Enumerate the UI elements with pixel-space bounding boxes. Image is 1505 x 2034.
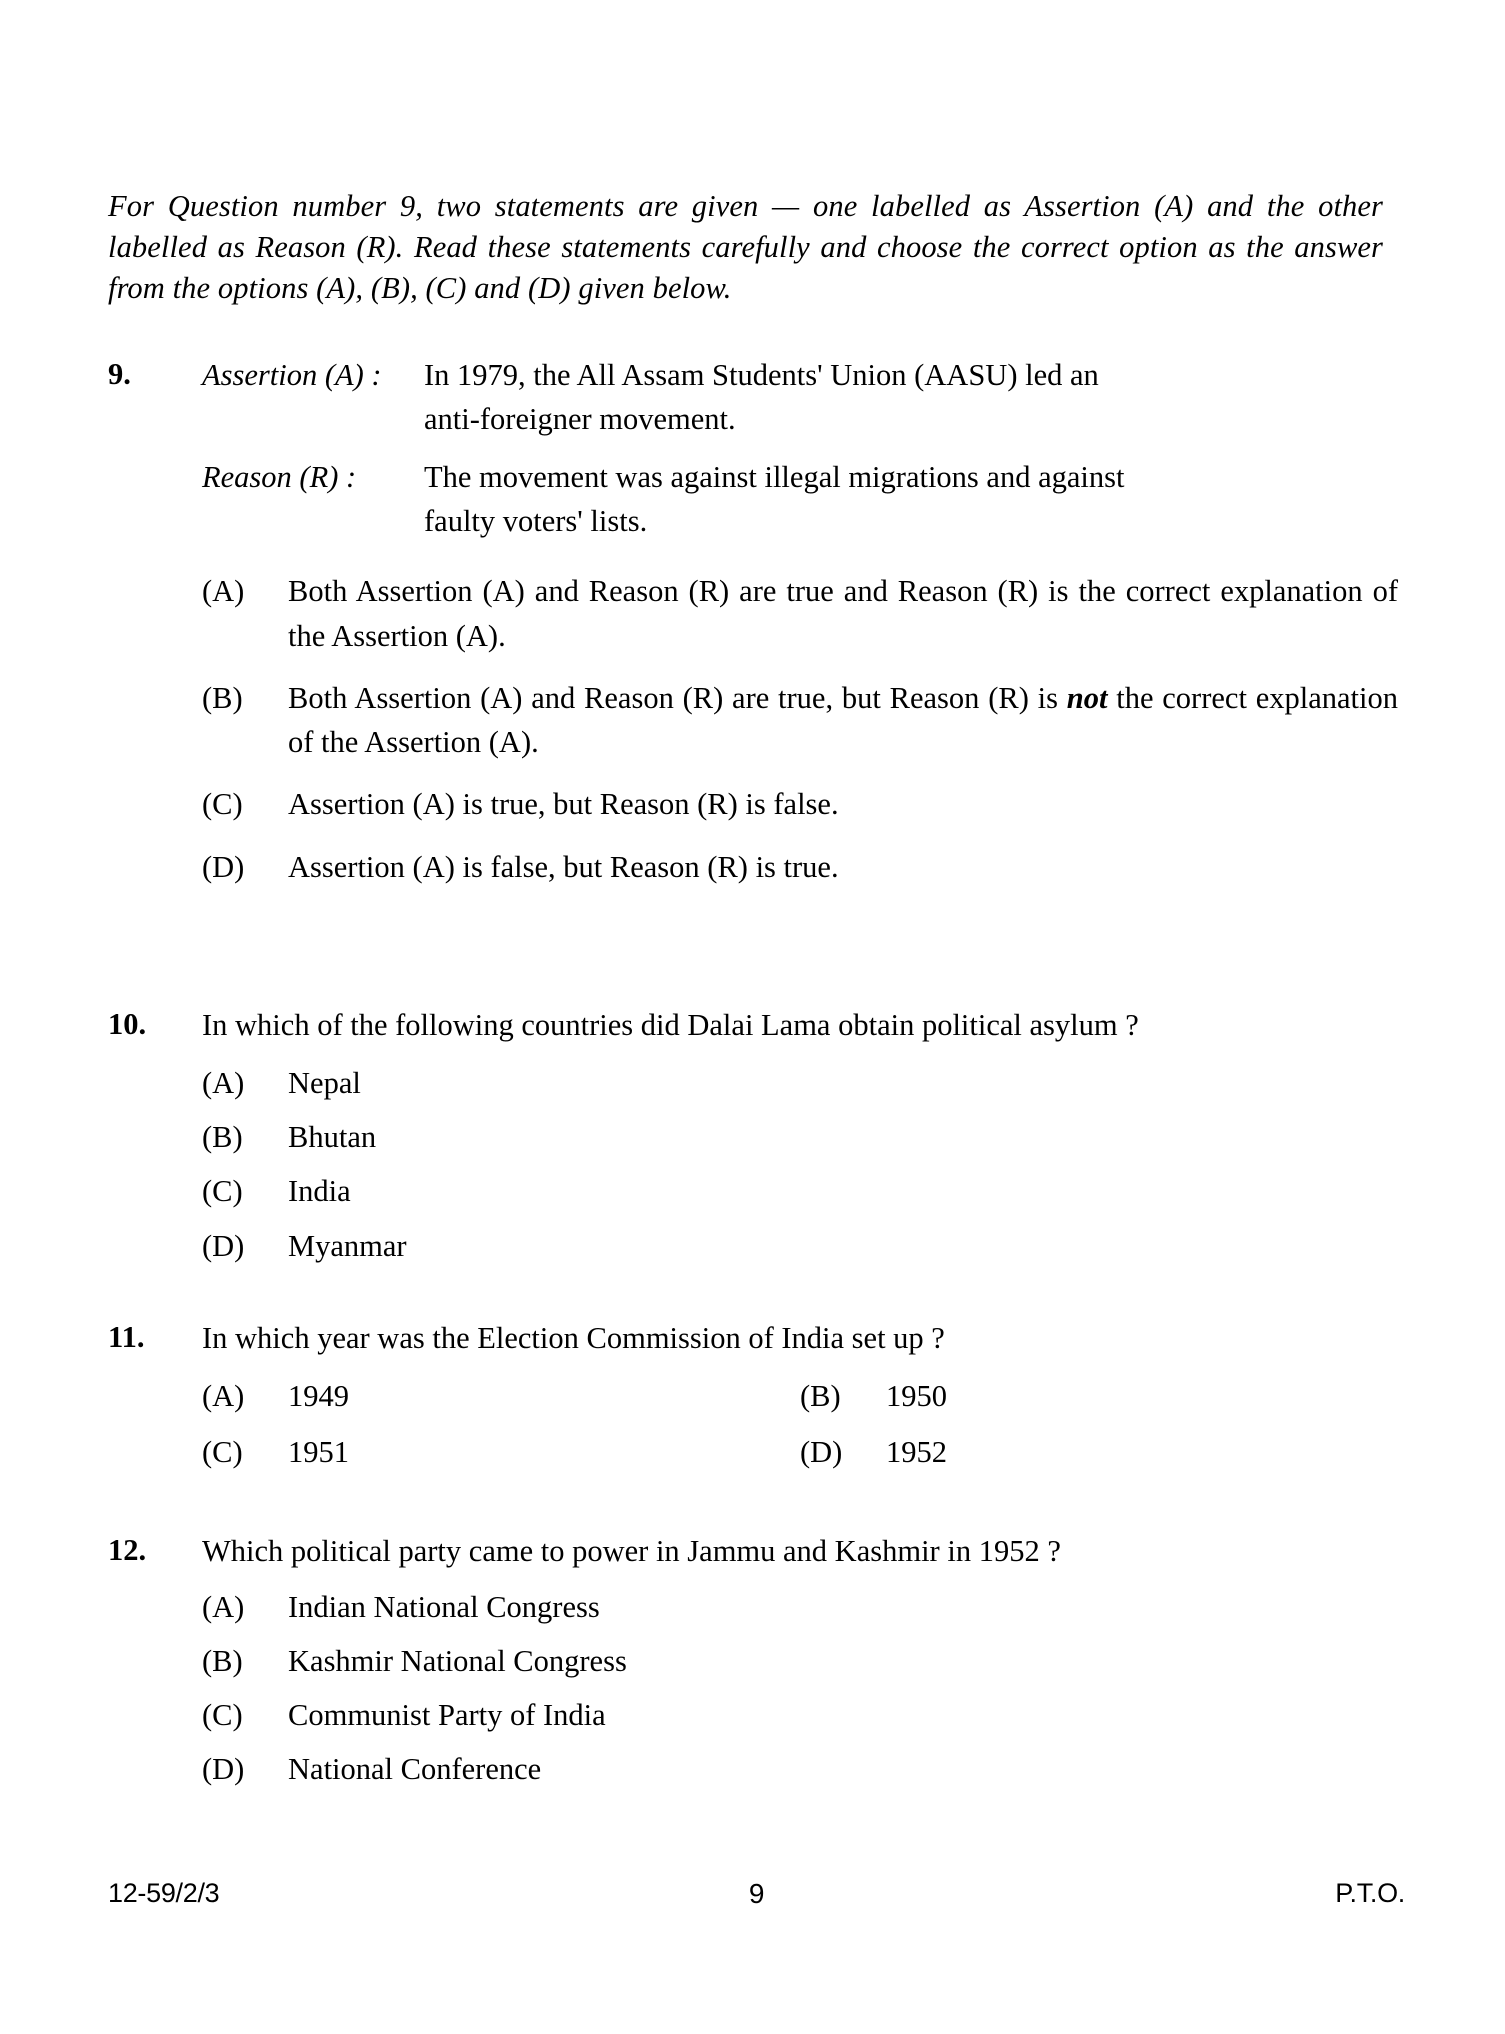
option-c-text: Assertion (A) is true, but Reason (R) is false. xyxy=(288,787,839,822)
option-a-letter: (A) xyxy=(202,1589,245,1624)
question-11-number: 11. xyxy=(108,1319,145,1354)
option-d[interactable] xyxy=(202,1747,1398,1791)
option-b-text-pre: Both Assertion (A) and Reason (R) are true, but Reason (R) is xyxy=(288,680,1067,715)
page-footer xyxy=(108,1878,1405,1909)
reason-row xyxy=(202,455,1398,543)
question-11 xyxy=(108,1316,1398,1487)
assertion-text-line1: In 1979, the All Assam Students' Union (AASU) led an xyxy=(424,357,1099,392)
question-12-number: 12. xyxy=(108,1532,147,1567)
question-12-body xyxy=(202,1529,1398,1792)
question-9-options xyxy=(202,569,1398,888)
option-b-text-post: the correct explanation of the Assertion (A). xyxy=(288,680,1398,760)
option-a[interactable] xyxy=(202,1585,1398,1629)
option-b[interactable] xyxy=(202,676,1398,764)
question-11-options xyxy=(202,1374,1398,1486)
question-10-text: In which of the following countries did Dalai Lama obtain political asylum ? xyxy=(202,1007,1139,1042)
option-b-text: Kashmir National Congress xyxy=(288,1643,627,1678)
option-d-text: Assertion (A) is false, but Reason (R) is true. xyxy=(288,849,839,884)
option-a-text: 1949 xyxy=(288,1379,349,1414)
question-10 xyxy=(108,1003,1398,1268)
question-12-options xyxy=(202,1585,1398,1792)
option-a-text: Both Assertion (A) and Reason (R) are true and Reason (R) is the correct explanation of the Assertion (A). xyxy=(288,574,1398,653)
option-c-letter: (C) xyxy=(202,1174,243,1209)
option-c[interactable] xyxy=(202,1693,1398,1737)
assertion-label: Assertion (A) : xyxy=(202,357,382,392)
question-11-text: In which year was the Election Commission of India set up ? xyxy=(202,1320,945,1355)
spacer xyxy=(108,907,1398,1003)
option-d[interactable] xyxy=(202,845,1398,889)
option-c[interactable] xyxy=(202,1430,800,1474)
question-9 xyxy=(108,353,1398,889)
option-b-text xyxy=(288,676,1398,764)
option-b[interactable] xyxy=(800,1374,1398,1418)
option-a-letter: (A) xyxy=(202,574,245,609)
option-b-text: Bhutan xyxy=(288,1120,377,1155)
reason-text xyxy=(424,455,1398,543)
option-c-letter: (C) xyxy=(202,1435,243,1470)
spacer xyxy=(108,1487,1398,1529)
option-b-letter: (B) xyxy=(800,1379,841,1414)
option-b-letter: (B) xyxy=(202,1120,243,1155)
option-a[interactable] xyxy=(202,1061,1398,1105)
question-11-body xyxy=(202,1316,1398,1487)
option-c-text: 1951 xyxy=(288,1435,349,1470)
option-b-text: 1950 xyxy=(886,1379,947,1414)
option-b-letter: (B) xyxy=(202,1643,243,1678)
question-12 xyxy=(108,1529,1398,1792)
reason-text-line1: The movement was against illegal migrations and against xyxy=(424,460,1125,495)
turn-over-label: P.T.O. xyxy=(1335,1878,1405,1908)
option-d-text: 1952 xyxy=(886,1435,947,1470)
option-c-text: India xyxy=(288,1174,351,1209)
option-d-text: National Conference xyxy=(288,1752,542,1787)
option-d[interactable] xyxy=(800,1430,1398,1474)
option-d[interactable] xyxy=(202,1224,1398,1268)
option-b-emphasis: not xyxy=(1066,680,1108,715)
reason-label: Reason (R) : xyxy=(202,460,357,495)
option-a-text: Indian National Congress xyxy=(288,1589,600,1624)
spacer xyxy=(108,1278,1398,1316)
option-a-text: Nepal xyxy=(288,1065,361,1100)
question-12-text: Which political party came to power in Jammu and Kashmir in 1952 ? xyxy=(202,1533,1061,1568)
paper-code: 12-59/2/3 xyxy=(108,1878,220,1908)
page-number: 9 xyxy=(748,1878,765,1909)
question-9-number: 9. xyxy=(108,356,131,391)
option-a-letter: (A) xyxy=(202,1379,245,1414)
instruction-paragraph: For Question number 9, two statements are given — one labelled as Assertion (A) and the other labelled as Reason (R). Read these statements carefully and choose the correct option as the answer from the options (A), (B), (C) and (D) given below. xyxy=(108,189,1383,305)
option-b[interactable] xyxy=(202,1115,1398,1159)
assertion-text xyxy=(424,353,1398,441)
option-c-letter: (C) xyxy=(202,787,243,822)
option-d-letter: (D) xyxy=(202,849,245,884)
assertion-text-line2: anti-foreigner movement. xyxy=(424,401,736,436)
option-a[interactable] xyxy=(202,1374,800,1418)
question-10-options xyxy=(202,1061,1398,1268)
option-a[interactable] xyxy=(202,569,1398,657)
option-b[interactable] xyxy=(202,1639,1398,1683)
page-content xyxy=(108,186,1398,1802)
reason-text-line2: faulty voters' lists. xyxy=(424,504,648,539)
option-a-letter: (A) xyxy=(202,1065,245,1100)
option-b-letter: (B) xyxy=(202,680,243,715)
option-c-letter: (C) xyxy=(202,1698,243,1733)
option-d-letter: (D) xyxy=(800,1435,843,1470)
option-d-letter: (D) xyxy=(202,1752,245,1787)
question-10-body xyxy=(202,1003,1398,1268)
option-c-text: Communist Party of India xyxy=(288,1698,606,1733)
assertion-row xyxy=(202,353,1398,441)
option-c[interactable] xyxy=(202,1169,1398,1213)
option-c[interactable] xyxy=(202,782,1398,826)
option-d-letter: (D) xyxy=(202,1228,245,1263)
question-10-number: 10. xyxy=(108,1006,147,1041)
option-d-text: Myanmar xyxy=(288,1228,407,1263)
question-9-body xyxy=(202,353,1398,889)
